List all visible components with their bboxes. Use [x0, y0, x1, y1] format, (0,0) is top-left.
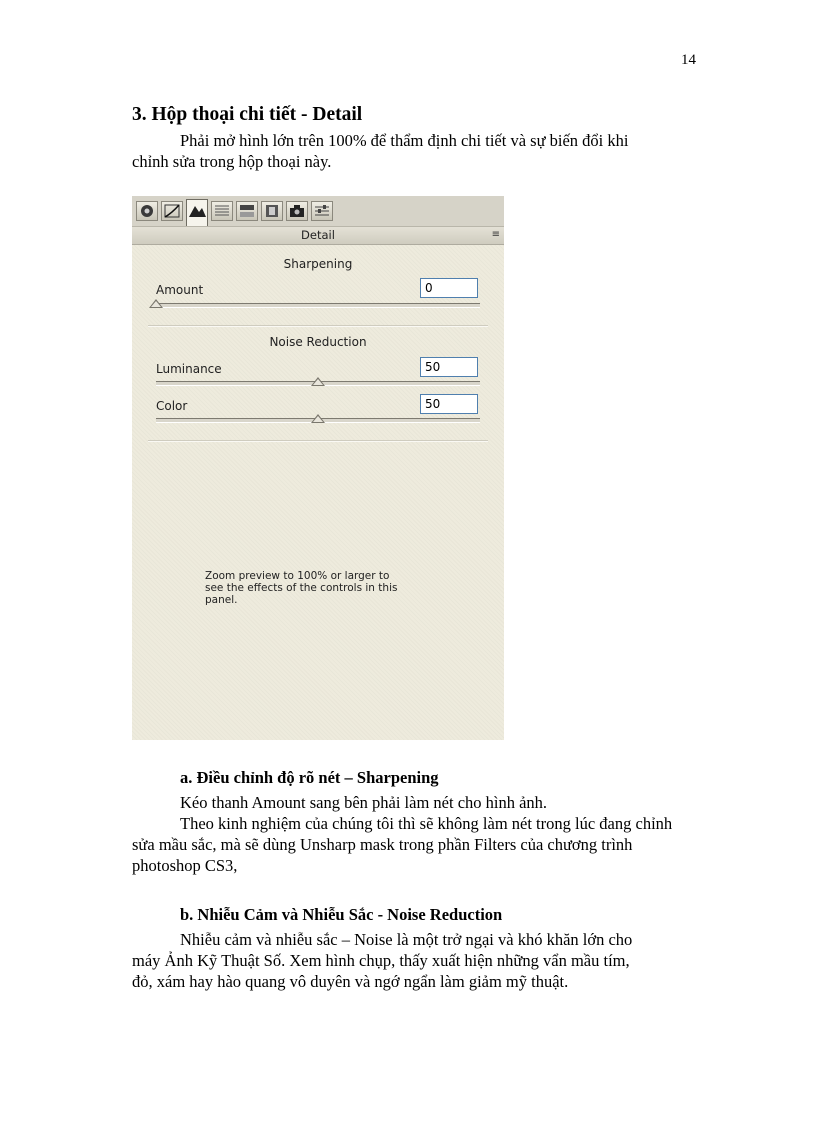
color-label: Color [156, 399, 188, 413]
amount-slider-track[interactable] [156, 303, 480, 308]
subsection-heading-b: b. Nhiễu Cảm và Nhiễu Sắc - Noise Reduction [180, 905, 503, 924]
panel-title: Detail [301, 228, 335, 242]
section-a-line: photoshop CS3, [132, 856, 238, 875]
basic-tab-icon[interactable] [136, 201, 158, 221]
tone-curve-tab-icon[interactable] [161, 201, 183, 221]
panel-titlebar [132, 227, 504, 245]
panel-menu-icon[interactable]: ≡ [491, 229, 500, 240]
noise-reduction-title: Noise Reduction [269, 335, 367, 349]
section-a-line: Theo kinh nghiệm của chúng tôi thì sẽ không làm nét trong lúc đang chỉnh [180, 814, 673, 833]
intro-line-2: chỉnh sửa trong hộp thoại này. [132, 152, 332, 171]
color-slider-track[interactable] [156, 418, 480, 423]
amount-input[interactable]: 0 [420, 278, 478, 298]
section-a-line: Kéo thanh Amount sang bên phải làm nét cho hình ảnh. [180, 793, 548, 812]
divider [148, 440, 488, 442]
section-b-line: máy Ảnh Kỹ Thuật Số. Xem hình chụp, thấy xuất hiện những vẩn mầu tím, [132, 951, 630, 970]
luminance-slider-track[interactable] [156, 381, 480, 386]
intro-line-1: Phải mở hình lớn trên 100% để thẩm định chi tiết và sự biến đổi khi [180, 131, 629, 150]
luminance-input[interactable]: 50 [420, 357, 478, 377]
luminance-slider-thumb[interactable] [311, 377, 325, 386]
camera-calibration-tab-icon[interactable] [286, 201, 308, 221]
zoom-preview-note [205, 570, 435, 606]
section-a-paragraph [132, 792, 752, 876]
lens-corrections-tab-icon[interactable] [261, 201, 283, 221]
divider [148, 325, 488, 327]
note-line: panel. [205, 594, 238, 606]
luminance-label: Luminance [156, 362, 222, 376]
color-input[interactable]: 50 [420, 394, 478, 414]
hsl-tab-icon[interactable] [211, 201, 233, 221]
detail-tab-icon[interactable] [186, 199, 208, 226]
amount-slider-thumb[interactable] [149, 299, 163, 308]
section-heading: 3. Hộp thoại chi tiết - Detail [132, 104, 363, 125]
section-b-line: Nhiễu cảm và nhiễu sắc – Noise là một trở ngại và khó khăn lớn cho [180, 930, 633, 949]
presets-tab-icon[interactable] [311, 201, 333, 221]
detail-panel-screenshot [132, 196, 504, 740]
page-number: 14 [681, 52, 696, 68]
panel-tab-bar [132, 196, 504, 227]
section-a-line: sửa mầu sắc, mà sẽ dùng Unsharp mask trong phần Filters của chương trình [132, 835, 633, 854]
color-slider-thumb[interactable] [311, 414, 325, 423]
subsection-heading-a: a. Điều chỉnh độ rõ nét – Sharpening [180, 768, 439, 787]
amount-label: Amount [156, 283, 204, 297]
section-b-line: đỏ, xám hay hào quang vô duyên và ngớ ngẩn làm giảm mỹ thuật. [132, 972, 569, 991]
split-toning-tab-icon[interactable] [236, 201, 258, 221]
intro-paragraph [132, 130, 752, 172]
section-b-paragraph [132, 929, 752, 992]
sharpening-title: Sharpening [283, 257, 353, 271]
note-line: Zoom preview to 100% or larger to [205, 570, 390, 582]
note-line: see the effects of the controls in this [205, 582, 398, 594]
